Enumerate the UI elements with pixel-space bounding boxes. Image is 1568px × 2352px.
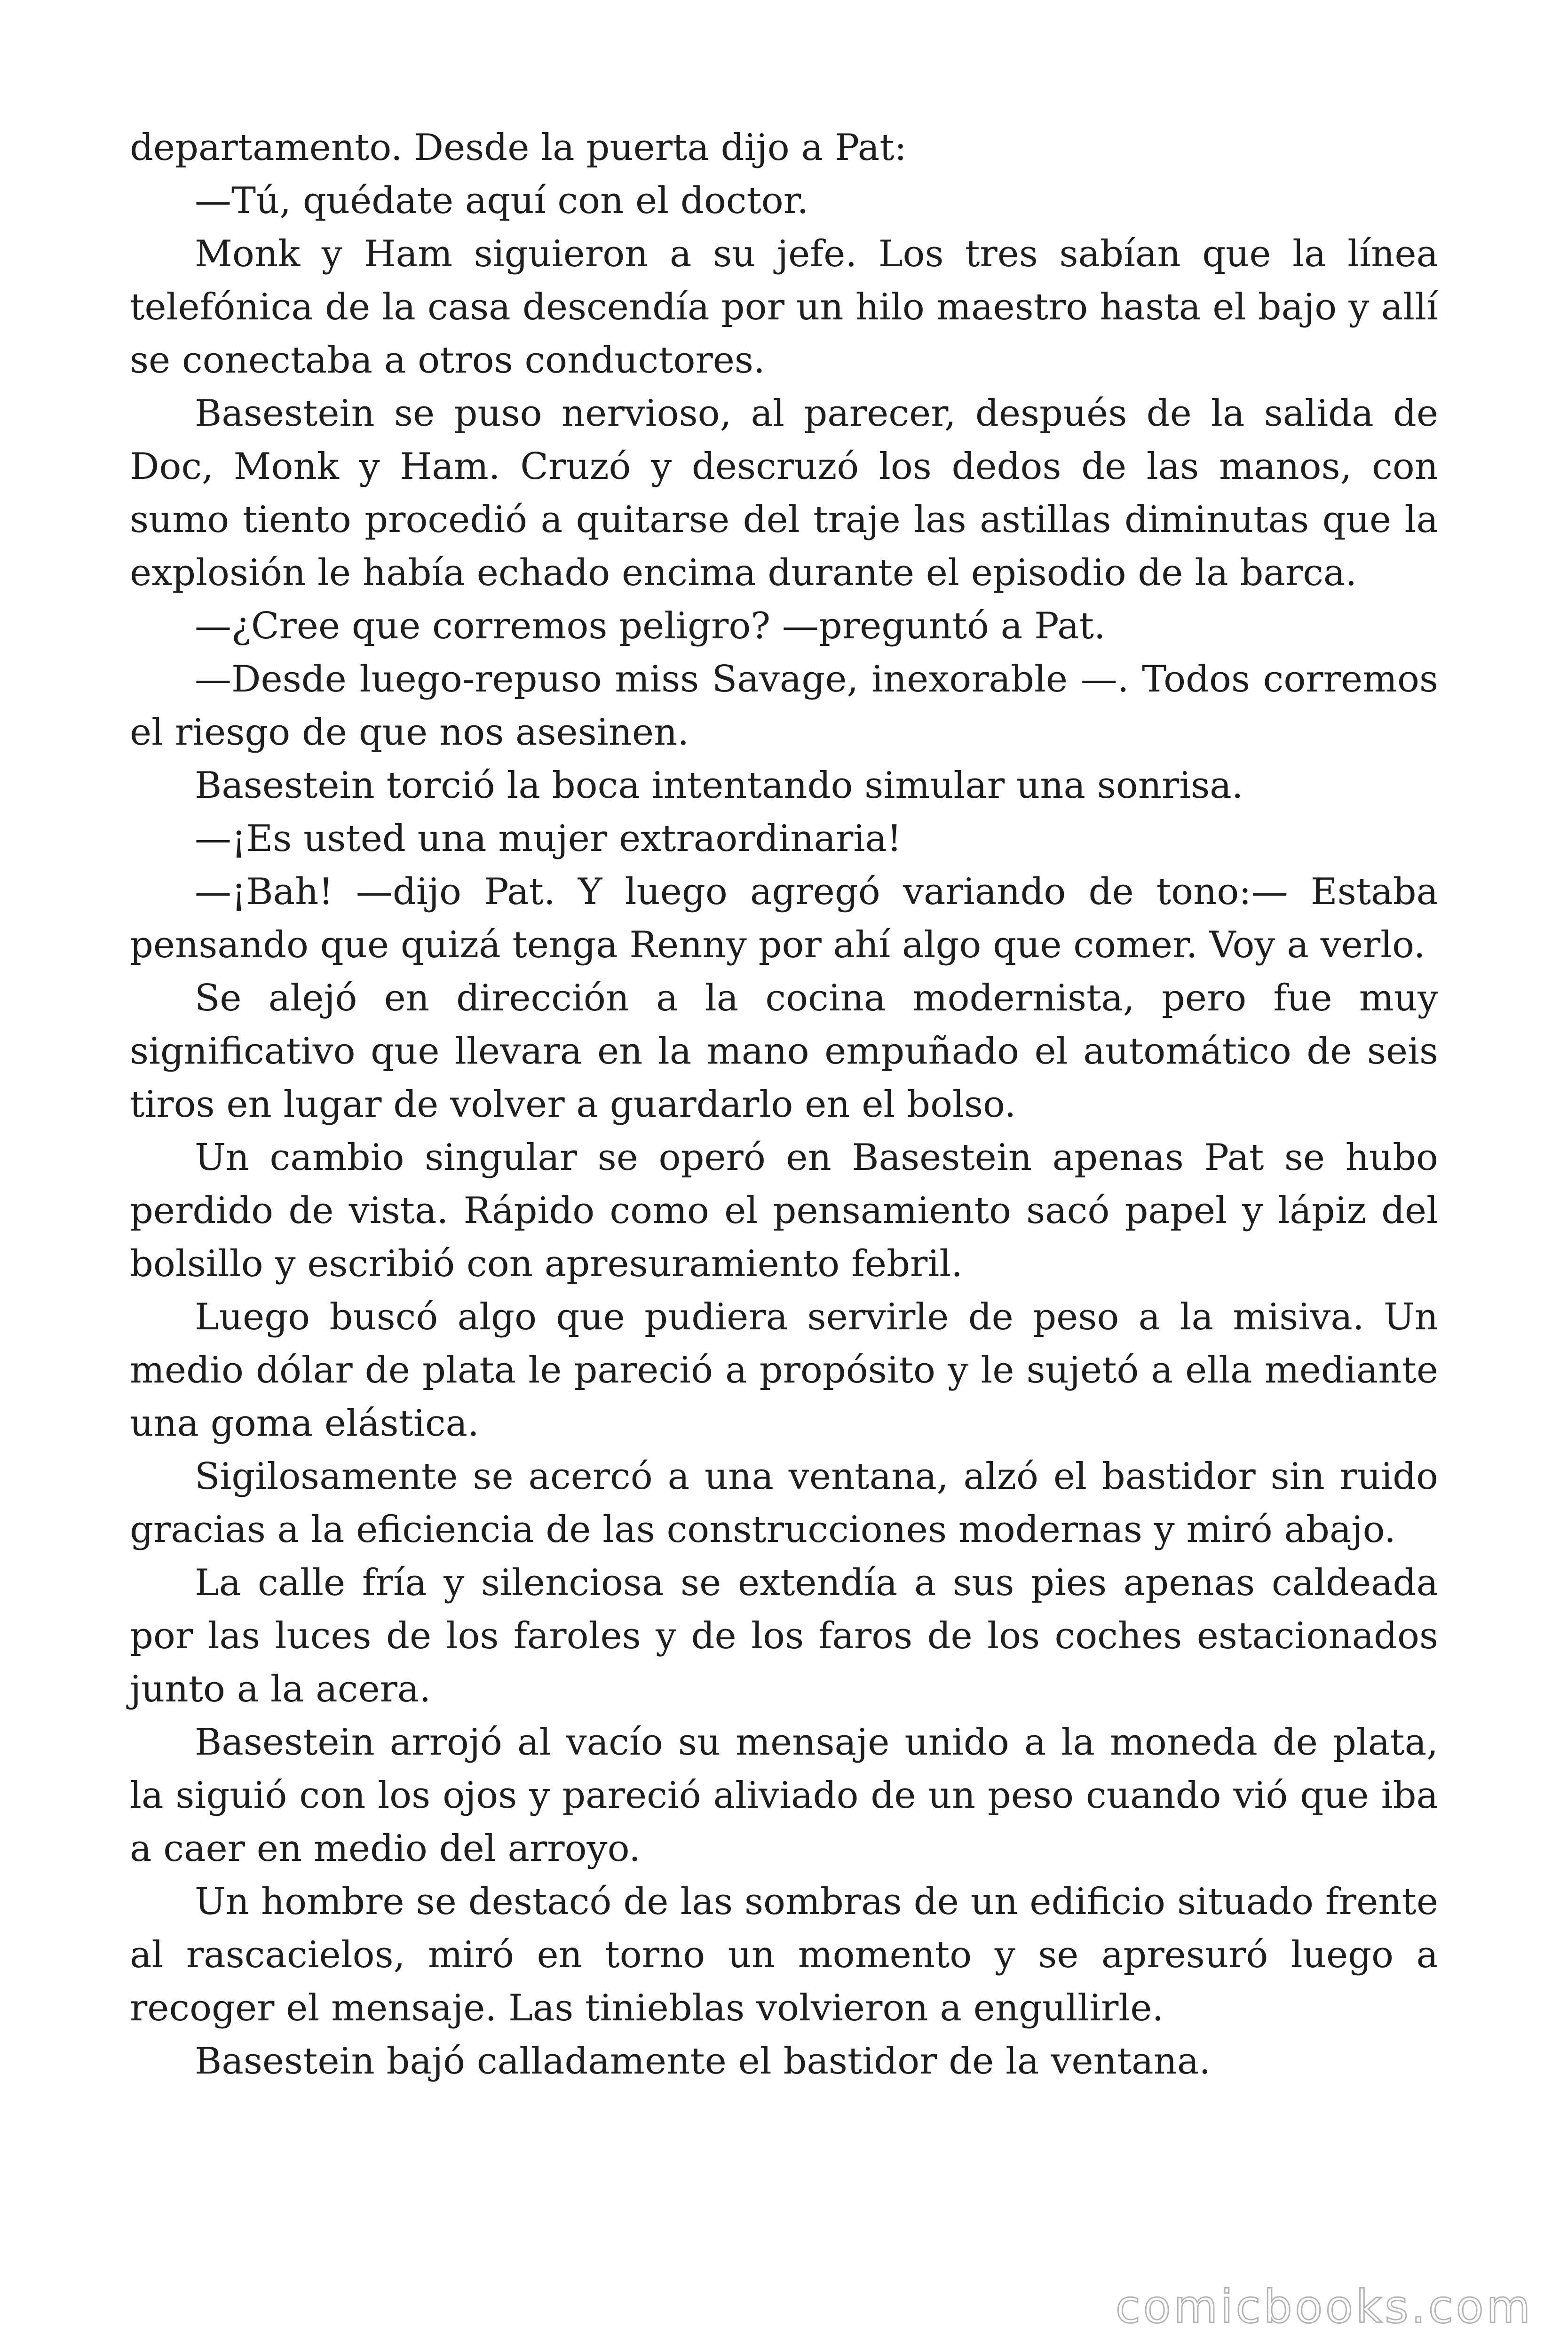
paragraph: Monk y Ham siguieron a su jefe. Los tres sabían que la línea telefónica de la casa descendía por un hilo maestro hasta el bajo y allí se conectaba a otros conductores. — [130, 233, 1438, 381]
paragraph: Basestein se puso nervioso, al parecer, después de la salida de Doc, Monk y Ham. Cruzó y descruzó los dedos de las manos, con sumo tiento procedió a quitarse del traje las astillas diminutas que la explosión le había echado encima durante el episodio de la barca. — [130, 392, 1438, 594]
paragraph: —¡Es usted una mujer extraordinaria! — [195, 818, 902, 860]
paragraph: departamento. Desde la puerta dijo a Pat: — [130, 127, 907, 169]
paragraph: Basestein arrojó al vacío su mensaje unido a la moneda de plata, la siguió con los ojos y pareció aliviado de un peso cuando vió que iba a caer en medio del arroyo. — [130, 1721, 1438, 1870]
paragraph: Se alejó en dirección a la cocina modernista, pero fue muy significativo que llevara en la mano empuñado el automático de seis tiros en lugar de volver a guardarlo en el bolso. — [130, 977, 1438, 1126]
paragraph: Basestein torció la boca intentando simular una sonrisa. — [195, 764, 1243, 807]
watermark: comicbooks.com — [1115, 2280, 1533, 2333]
paragraph: Un hombre se destacó de las sombras de un edificio situado frente al rascacielos, miró en torno un momento y se apresuró luego a recoger el mensaje. Las tinieblas volvieron a engullirle. — [130, 1881, 1438, 2029]
paragraph: —¿Cree que corremos peligro? —preguntó a Pat. — [195, 605, 1106, 647]
paragraph: —¡Bah! —dijo Pat. Y luego agregó variando de tono:— Estaba pensando que quizá tenga Renny por ahí algo que comer. Voy a verlo. — [130, 871, 1438, 966]
paragraph: —Desde luego-repuso miss Savage, inexorable —. Todos corremos el riesgo de que nos asesinen. — [130, 658, 1438, 754]
paragraph: —Tú, quédate aquí con el doctor. — [195, 180, 809, 222]
paragraph: La calle fría y silenciosa se extendía a sus pies apenas caldeada por las luces de los faroles y de los faros de los coches estacionados junto a la acera. — [130, 1562, 1438, 1710]
paragraph: Luego buscó algo que pudiera servirle de peso a la misiva. Un medio dólar de plata le pareció a propósito y le sujetó a ella mediante una goma elástica. — [130, 1296, 1438, 1445]
paragraph: Basestein bajó calladamente el bastidor de la ventana. — [195, 2040, 1211, 2082]
book-page — [130, 121, 1438, 2088]
paragraph: Un cambio singular se operó en Basestein apenas Pat se hubo perdido de vista. Rápido como el pensamiento sacó papel y lápiz del bolsillo y escribió con apresuramiento febril. — [130, 1136, 1438, 1285]
paragraph: Sigilosamente se acercó a una ventana, alzó el bastidor sin ruido gracias a la eficiencia de las construcciones modernas y miró abajo. — [130, 1455, 1438, 1551]
